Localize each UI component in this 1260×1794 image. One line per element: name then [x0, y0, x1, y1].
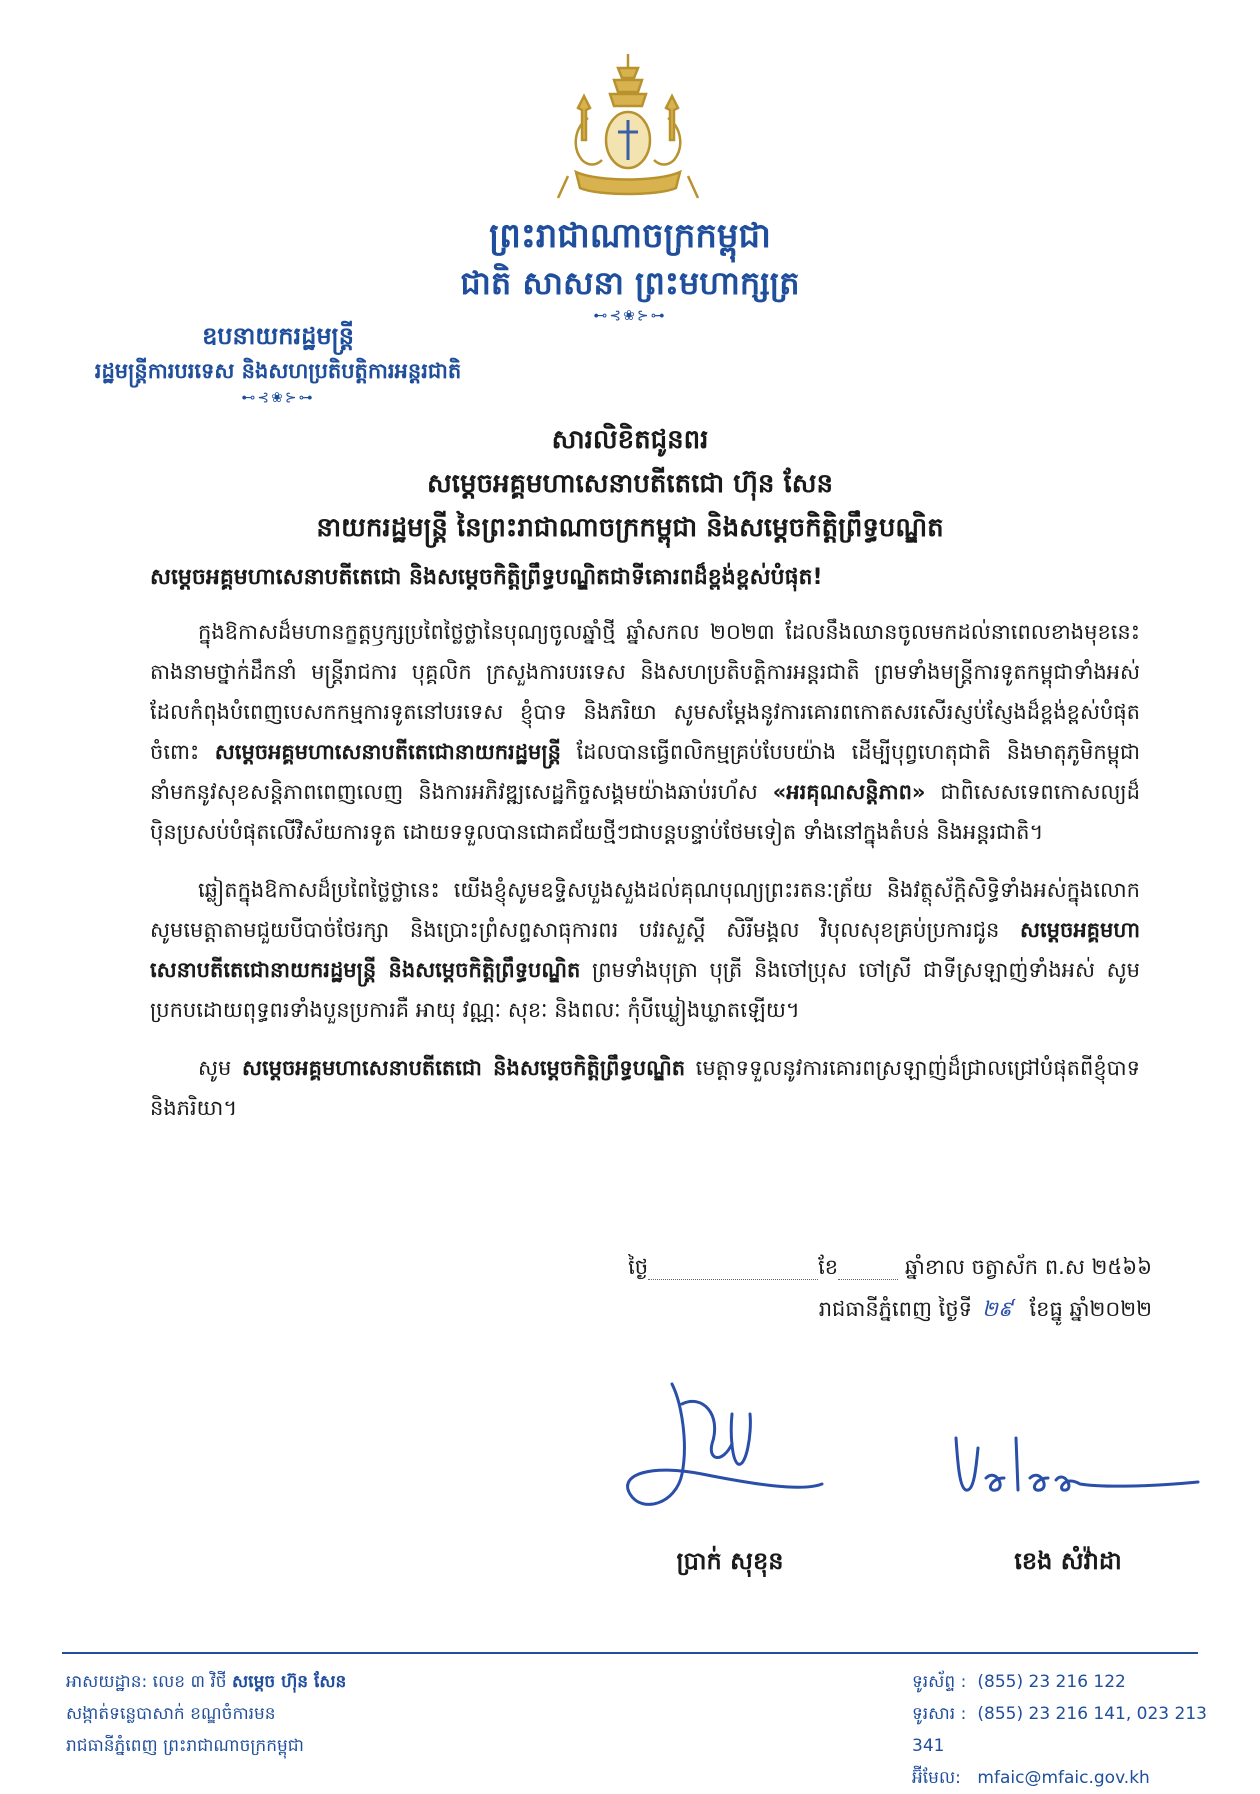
salutation: សម្ដេចអគ្គមហាសេនាបតីតេជោ និងសម្ដេចកិត្តិព្រឹទ្ធបណ្ឌិតជាទីគោរពដ៏ខ្ពង់ខ្ពស់បំផុត!	[150, 565, 823, 590]
phone-value: (855) 23 216 122	[977, 1672, 1126, 1692]
address-label: អាសយដ្ឋាន:	[66, 1672, 148, 1692]
phone-row	[912, 1666, 1222, 1698]
paragraph-2-text-a: ឆ្លៀតក្នុងឱកាសដ៏ប្រពៃថ្លៃថ្លានេះ យើងខ្ញុំសូមឧទ្ទិសបួងសួងដល់គុណបុណ្យព្រះរតនៈត្រ័យ និងវត្ថុស័ក្តិសិទ្ធិទាំងអស់ក្នុងលោក សូមមេត្តាតាមជួយបីបាច់ថែរក្សា និងប្រោះព្រំសព្ទសាធុការពរ បវរសួស្តី សិរីមង្គល វិបុលសុខគ្រប់ប្រការជូន	[150, 878, 1140, 942]
paragraph-1-emphasis-b: «អរគុណសន្តិភាព»	[772, 780, 926, 804]
paragraph-3-text-a: សូម	[198, 1056, 242, 1080]
signature-left-icon	[612, 1364, 832, 1534]
solar-date	[628, 1288, 1152, 1330]
paragraph-1-text-b: ដែលបានធ្វើពលិកម្មគ្រប់បែបយ៉ាង ដើម្បីបុព្វហេតុជាតិ និងមាតុភូមិកម្ពុជា នាំមកនូវសុខសន្តិភាពពេញលេញ និងការអភិវឌ្ឍសេដ្ឋកិច្ចសង្គមយ៉ាងឆាប់រហ័ស	[150, 740, 1140, 804]
solar-day: ២៩	[982, 1297, 1013, 1321]
sender-ornament-divider: ⊷⊰❀⊱⊶	[241, 390, 315, 406]
solar-month-year: ខែធ្នូ ឆ្នាំ២០២២	[1029, 1297, 1152, 1321]
lunar-year: ឆ្នាំខាល ចត្វាស័ក ព.ស ២៥៦៦	[904, 1255, 1152, 1279]
date-block	[628, 1246, 1152, 1330]
lunar-month-blank	[838, 1257, 898, 1280]
letter-title-line3: នាយករដ្ឋមន្ត្រី នៃព្រះរាជាណាចក្រកម្ពុជា និងសម្ដេចកិត្តិព្រឹទ្ធបណ្ឌិត	[316, 513, 944, 543]
signature-right-icon	[946, 1408, 1206, 1528]
paragraph-1-text-c: ជាពិសេសទេពកោសល្យដ៏ប៉ិនប្រសប់បំផុតលើវិស័យការទូត ដោយទទួលបានជោគជ័យថ្មីៗជាបន្តបន្ទាប់ថែមទៀត ទាំងនៅក្នុងតំបន់ និងអន្តរជាតិ។	[150, 780, 1140, 844]
sender-block	[58, 318, 498, 406]
fax-value: (855) 23 216 141, 023 213 341	[912, 1704, 1207, 1756]
letter-title-line2: សម្ដេចអគ្គមហាសេនាបតីតេជោ ហ៊ុន សែន	[427, 469, 833, 499]
lunar-month-label: ខែ	[818, 1255, 839, 1279]
footer-address	[66, 1666, 666, 1762]
paragraph-1-text-a: ក្នុងឱកាសដ៏មហានក្ខត្តឫក្សប្រពៃថ្លៃថ្លានៃបុណ្យចូលឆ្នាំថ្មី ឆ្នាំសកល ២០២៣ ដែលនឹងឈានចូលមកដល់នាពេលខាងមុខនេះ តាងនាមថ្នាក់ដឹកនាំ មន្ត្រីរាជការ បុគ្គលិក ក្រសួងការបរទេស និងសហប្រតិបត្តិការអន្តរជាតិ ព្រមទាំងមន្ត្រីការទូតកម្ពុជាទាំងអស់ដែលកំពុងបំពេញបេសកកម្មការទូតនៅបរទេស ខ្ញុំបាទ និងភរិយា សូមសម្តែងនូវការគោរពកោតសរសើរស្ញប់ស្ញែងដ៏ខ្ពង់ខ្ពស់បំផុតចំពោះ	[150, 620, 1140, 764]
email-value: mfaic@mfaic.gov.kh	[977, 1768, 1150, 1788]
sender-title: ឧបនាយករដ្ឋមន្ត្រី	[202, 322, 354, 350]
kingdom-name: ព្រះរាជាណាចក្រកម្ពុជា	[489, 216, 771, 256]
paragraph-1	[150, 612, 1140, 852]
footer-divider	[62, 1652, 1198, 1654]
fax-label: ទូរសារ :	[912, 1704, 967, 1724]
address-line2: សង្កាត់ទន្លេបាសាក់ ខណ្ឌចំការមន	[66, 1704, 276, 1724]
paragraph-3-text-b: មេត្តាទទួលនូវការគោរពស្រឡាញ់ដ៏ជ្រាលជ្រៅបំផុតពីខ្ញុំបាទ និងភរិយា។	[150, 1056, 1140, 1120]
paragraph-2	[150, 870, 1140, 1030]
letter-body	[150, 612, 1140, 1146]
signatory-left-name: ប្រាក់ សុខុន	[676, 1547, 784, 1575]
sender-ministry: រដ្ឋមន្ត្រីការបរទេស និងសហប្រតិបត្តិការអន្តរជាតិ	[94, 359, 462, 383]
email-row	[912, 1762, 1222, 1794]
lunar-date-prefix: ថ្ងៃ	[628, 1255, 649, 1279]
paragraph-2-emphasis: សម្ដេចអគ្គមហាសេនាបតីតេជោនាយករដ្ឋមន្ត្រី និងសម្ដេចកិត្តិព្រឹទ្ធបណ្ឌិត	[150, 918, 1140, 982]
lunar-date	[628, 1246, 1152, 1288]
signatory-right-name: ខេង សំវ៉ាដា	[1014, 1547, 1122, 1575]
address-line1	[66, 1666, 666, 1698]
letter-title	[0, 418, 1260, 550]
email-label: អ៊ីមែល:	[912, 1768, 961, 1788]
address-street-name: សម្តេច ហ៊ុន សែន	[231, 1672, 347, 1692]
royal-coat-of-arms-icon	[548, 48, 708, 208]
kingdom-header	[0, 212, 1260, 324]
phone-label: ទូរស័ព្ទ :	[912, 1672, 967, 1692]
fax-row	[912, 1698, 1222, 1762]
national-motto: ជាតិ សាសនា ព្រះមហាក្សត្រ	[460, 264, 800, 302]
letter-title-line1: សារលិខិតជូនពរ	[551, 425, 709, 455]
paragraph-2-text-b: ព្រមទាំងបុត្រា បុត្រី និងចៅប្រុស ចៅស្រី ជាទីស្រឡាញ់ទាំងអស់ សូមប្រកបដោយពុទ្ធពរទាំងបួនប្រការគឺ អាយុ វណ្ណៈ សុខៈ និងពលៈ កុំបីឃ្លៀងឃ្លាតឡើយ។	[150, 958, 1140, 1022]
ornament-divider: ⊷⊰❀⊱⊶	[593, 308, 667, 324]
lunar-day-blank	[648, 1257, 818, 1280]
solar-date-prefix: រាជធានីភ្នំពេញ ថ្ងៃទី	[818, 1297, 972, 1321]
paragraph-3	[150, 1048, 1140, 1128]
paragraph-3-emphasis: សម្ដេចអគ្គមហាសេនាបតីតេជោ និងសម្ដេចកិត្តិព្រឹទ្ធបណ្ឌិត	[241, 1056, 686, 1080]
footer-contact	[912, 1666, 1222, 1794]
address-line3: រាជធានីភ្នំពេញ ព្រះរាជាណាចក្រកម្ពុជា	[66, 1736, 304, 1756]
address-value: លេខ ៣ វិថី	[152, 1672, 232, 1692]
paragraph-1-emphasis-a: សម្ដេចអគ្គមហាសេនាបតីតេជោនាយករដ្ឋមន្ត្រី	[214, 740, 561, 764]
